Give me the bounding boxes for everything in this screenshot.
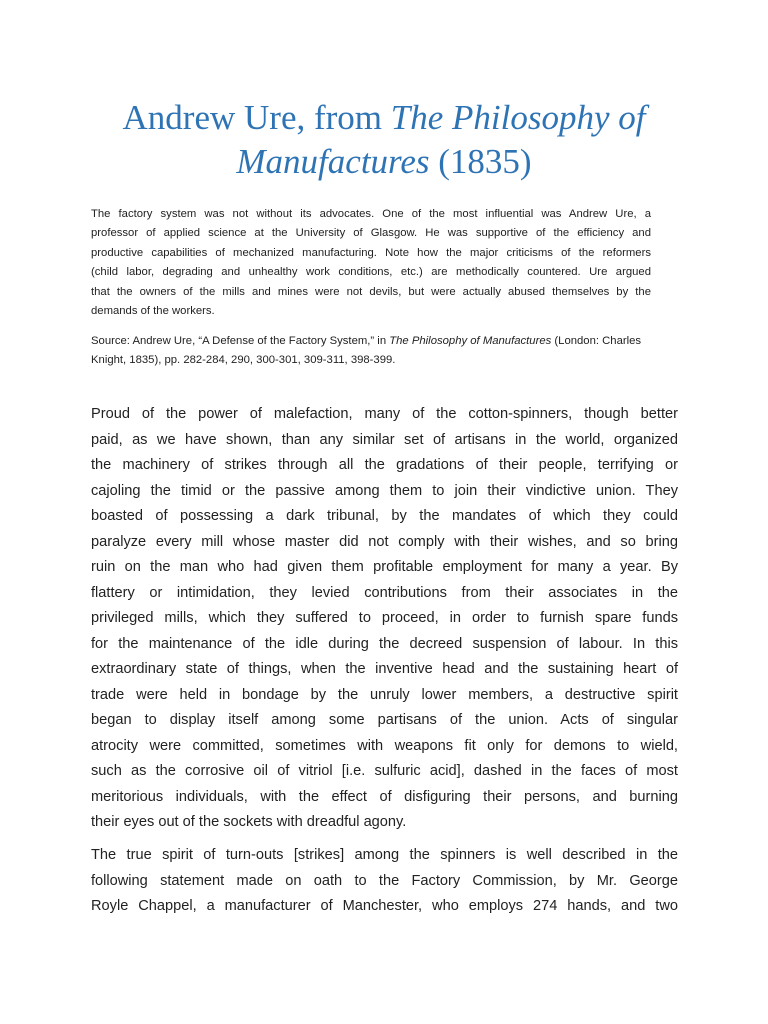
body-line: began to display itself among some partisans of the union. Acts of singular	[91, 712, 678, 728]
body-line: extraordinary state of things, when the inventive head and the sustaining heart of	[91, 661, 678, 677]
body-line: Proud of the power of malefaction, many of the cotton-spinners, though better	[91, 406, 678, 422]
body-line: cajoling the timid or the passive among them to join their vindictive union. They	[91, 482, 678, 499]
body-line: following statement made on oath to the Factory Commission, by Mr. George	[91, 872, 678, 889]
title-year: (1835)	[429, 142, 532, 181]
body-paragraph-2	[91, 843, 678, 920]
source-citation	[91, 332, 661, 371]
source-line-2: Knight, 1835), pp. 282-284, 290, 300-301, 309-311, 398-399.	[91, 354, 396, 367]
title-part1: Andrew Ure, from	[122, 98, 391, 137]
body-line: their eyes out of the sockets with dreadful agony.	[91, 814, 407, 830]
body-line: flattery or intimidation, they levied contributions from their associates in the	[91, 584, 678, 601]
body-line: privileged mills, which they suffered to proceed, in order to furnish spare funds	[91, 610, 678, 626]
body-line: such as the corrosive oil of vitriol [i.e. sulfuric acid], dashed in the faces of most	[91, 763, 678, 779]
body-line: the machinery of strikes through all the gradations of their people, terrifying or	[91, 457, 678, 473]
body-line: meritorious individuals, with the effect of disfiguring their persons, and burning	[91, 788, 678, 805]
body-line: ruin on the man who had given them profitable employment for many a year. By	[91, 559, 678, 575]
source-prefix: Source: Andrew Ure, “A Defense of the Factory System,” in	[91, 335, 390, 347]
body-paragraph-1	[91, 402, 678, 836]
body-line: paralyze every mill whose master did not comply with their wishes, and so bring	[91, 533, 678, 550]
source-suffix: (London: Charles	[551, 335, 642, 347]
body-line: boasted of possessing a dark tribunal, by the mandates of which they could	[91, 508, 678, 524]
intro-line: that the owners of the mills and mines were not devils, but were actually abused themselves by the	[91, 285, 651, 298]
body-line: paid, as we have shown, than any similar set of artisans in the world, organized	[91, 431, 678, 448]
body-line: Royle Chappel, a manufacturer of Manchester, who employs 274 hands, and two	[91, 898, 678, 914]
intro-paragraph	[91, 205, 651, 321]
intro-line: The factory system was not without its advocates. One of the most influential was Andrew Ure, a	[91, 208, 651, 220]
title-book-name: The Philosophy of Manufactures	[236, 98, 646, 181]
intro-line: professor of applied science at the University of Glasgow. He was supportive of the efficiency and	[91, 227, 651, 240]
intro-line: (child labor, degrading and unhealthy work conditions, etc.) are methodically countered. Ure argued	[91, 266, 651, 279]
body-line: The true spirit of turn-outs [strikes] among the spinners is well described in the	[91, 847, 678, 863]
intro-line: demands of the workers.	[91, 305, 215, 318]
body-line: trade were held in bondage by the unruly lower members, a destructive spirit	[91, 686, 678, 703]
intro-line: productive capabilities of mechanized manufacturing. Note how the major criticisms of the reformers	[91, 246, 651, 259]
body-line: atrocity were committed, sometimes with weapons fit only for demons to wield,	[91, 737, 678, 754]
source-book-name: The Philosophy of Manufactures	[389, 335, 552, 347]
page-title	[60, 96, 708, 184]
source-line-1	[91, 332, 661, 351]
body-line: for the maintenance of the idle during the decreed suspension of labour. In this	[91, 635, 678, 652]
